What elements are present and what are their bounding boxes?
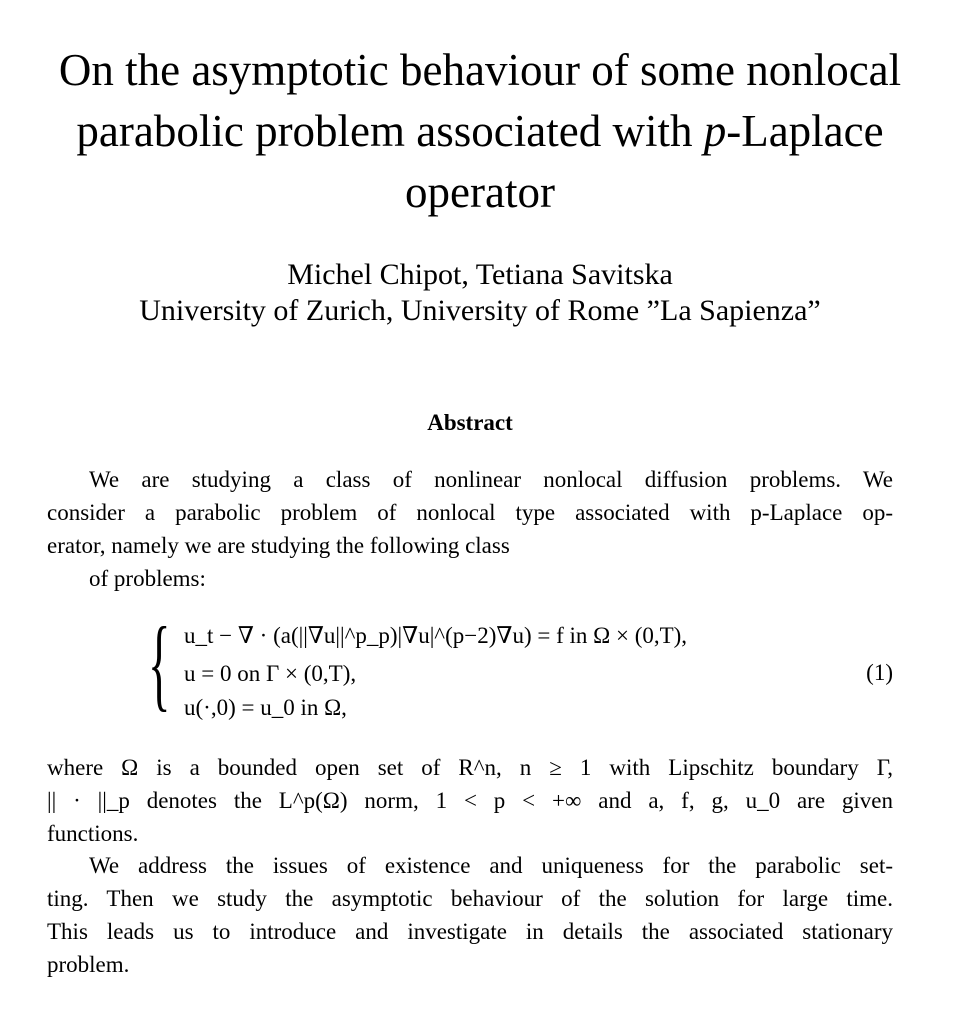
abstract-p3-line-4: problem. <box>47 952 130 977</box>
author-block <box>0 257 960 329</box>
abstract-paragraph-1 <box>47 463 893 595</box>
equation-1 <box>148 606 893 722</box>
author-affiliations: University of Zurich, University of Rome ”La Sapienza” <box>139 294 821 327</box>
abstract-p3-line-3: This leads us to introduce and investigate in details the associated stationary <box>47 919 893 944</box>
equation-line-1: u_t − ∇ · (a(||∇u||^p_p)|∇u|^(p−2)∇u) = f in Ω × (0,T), <box>184 623 688 648</box>
abstract-p2-line-1: where Ω is a bounded open set of R^n, n ≥ 1 with Lipschitz boundary Γ, <box>47 755 893 780</box>
abstract-heading: Abstract <box>427 410 513 435</box>
abstract-p3-line-1: We address the issues of existence and uniqueness for the parabolic set- <box>89 853 893 878</box>
abstract-p3-line-2: ting. Then we study the asymptotic behaviour of the solution for large time. <box>47 886 893 911</box>
title-line-3: operator <box>405 167 555 217</box>
equation-line-2: u = 0 on Γ × (0,T), <box>184 661 357 686</box>
author-names: Michel Chipot, Tetiana Savitska <box>287 258 673 291</box>
equation-line-3: u(·,0) = u_0 in Ω, <box>184 695 347 720</box>
abstract-p2-line-2: || · ||_p denotes the L^p(Ω) norm, 1 < p < +∞ and a, f, g, u_0 are given <box>47 788 893 813</box>
equation-number: (1) <box>866 660 893 685</box>
title-line-2 <box>0 101 960 162</box>
abstract-paragraph-2 <box>47 751 893 850</box>
title-line-1: On the asymptotic behaviour of some nonlocal <box>58 45 902 95</box>
equation-brace: { <box>148 606 171 721</box>
abstract-p1-line-3: erator, namely we are studying the following class <box>47 533 510 558</box>
abstract-p1-line-4: of problems: <box>89 566 206 591</box>
title-variable-p: p <box>703 106 727 156</box>
abstract-p1-line-2: consider a parabolic problem of nonlocal type associated with p-Laplace op- <box>47 500 893 525</box>
title-line-2-pre: parabolic problem associated with <box>76 106 704 156</box>
paper-title <box>0 40 960 223</box>
abstract-paragraph-3 <box>47 849 893 981</box>
abstract-p1-line-1: We are studying a class of nonlinear nonlocal diffusion problems. We <box>89 467 893 492</box>
title-line-2-post: -Laplace <box>726 106 884 156</box>
abstract-p2-line-3: functions. <box>47 821 139 846</box>
